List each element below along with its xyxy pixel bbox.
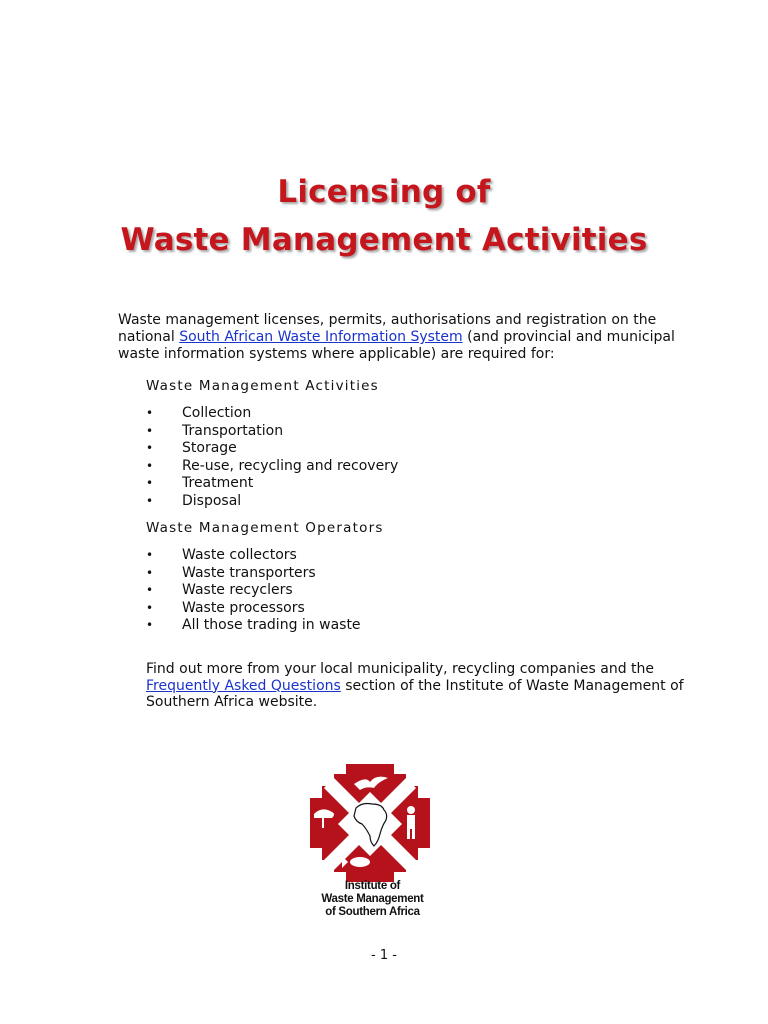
sawis-link[interactable]: South African Waste Information System [179, 329, 463, 345]
list-item: • Waste collectors [146, 547, 361, 565]
list-item: • Waste processors [146, 600, 361, 618]
faq-link[interactable]: Frequently Asked Questions [146, 677, 341, 694]
intro-text-end: (and provincial and municipal waste information systems where applicable) are required for: [118, 329, 675, 362]
list-item: • Transportation [146, 423, 398, 441]
outro-text-end: section of the Institute of Waste Management of Southern Africa website. [146, 677, 684, 710]
list-item: • All those trading in waste [146, 617, 361, 635]
logo-caption-line-3: of Southern Africa [325, 906, 420, 918]
operators-list [146, 547, 361, 635]
page-number: - 1 - [371, 948, 397, 963]
list-item: • Waste transporters [146, 565, 361, 583]
logo-caption [300, 880, 445, 919]
operators-heading: Waste Management Operators [146, 520, 384, 536]
logo-caption-line-2: Waste Management [321, 893, 424, 905]
activities-heading: Waste Management Activities [146, 378, 379, 394]
list-item: • Disposal [146, 493, 398, 511]
page-title-line-1: Licensing of [277, 174, 491, 210]
intro-paragraph [118, 312, 678, 363]
page-title-line-2: Waste Management Activities [120, 222, 648, 258]
list-item: • Re-use, recycling and recovery [146, 458, 398, 476]
outro-paragraph [146, 661, 686, 711]
list-item: • Storage [146, 440, 398, 458]
logo-caption-line-1: Institute of [344, 880, 401, 892]
list-item: • Collection [146, 405, 398, 423]
list-item: • Waste recyclers [146, 582, 361, 600]
activities-list [146, 405, 398, 511]
outro-text-start: Find out more from your local municipality, recycling companies and the [146, 661, 655, 677]
list-item: • Treatment [146, 475, 398, 493]
intro-text-start: Waste management licenses, permits, authorisations and registration on the national [118, 312, 657, 345]
